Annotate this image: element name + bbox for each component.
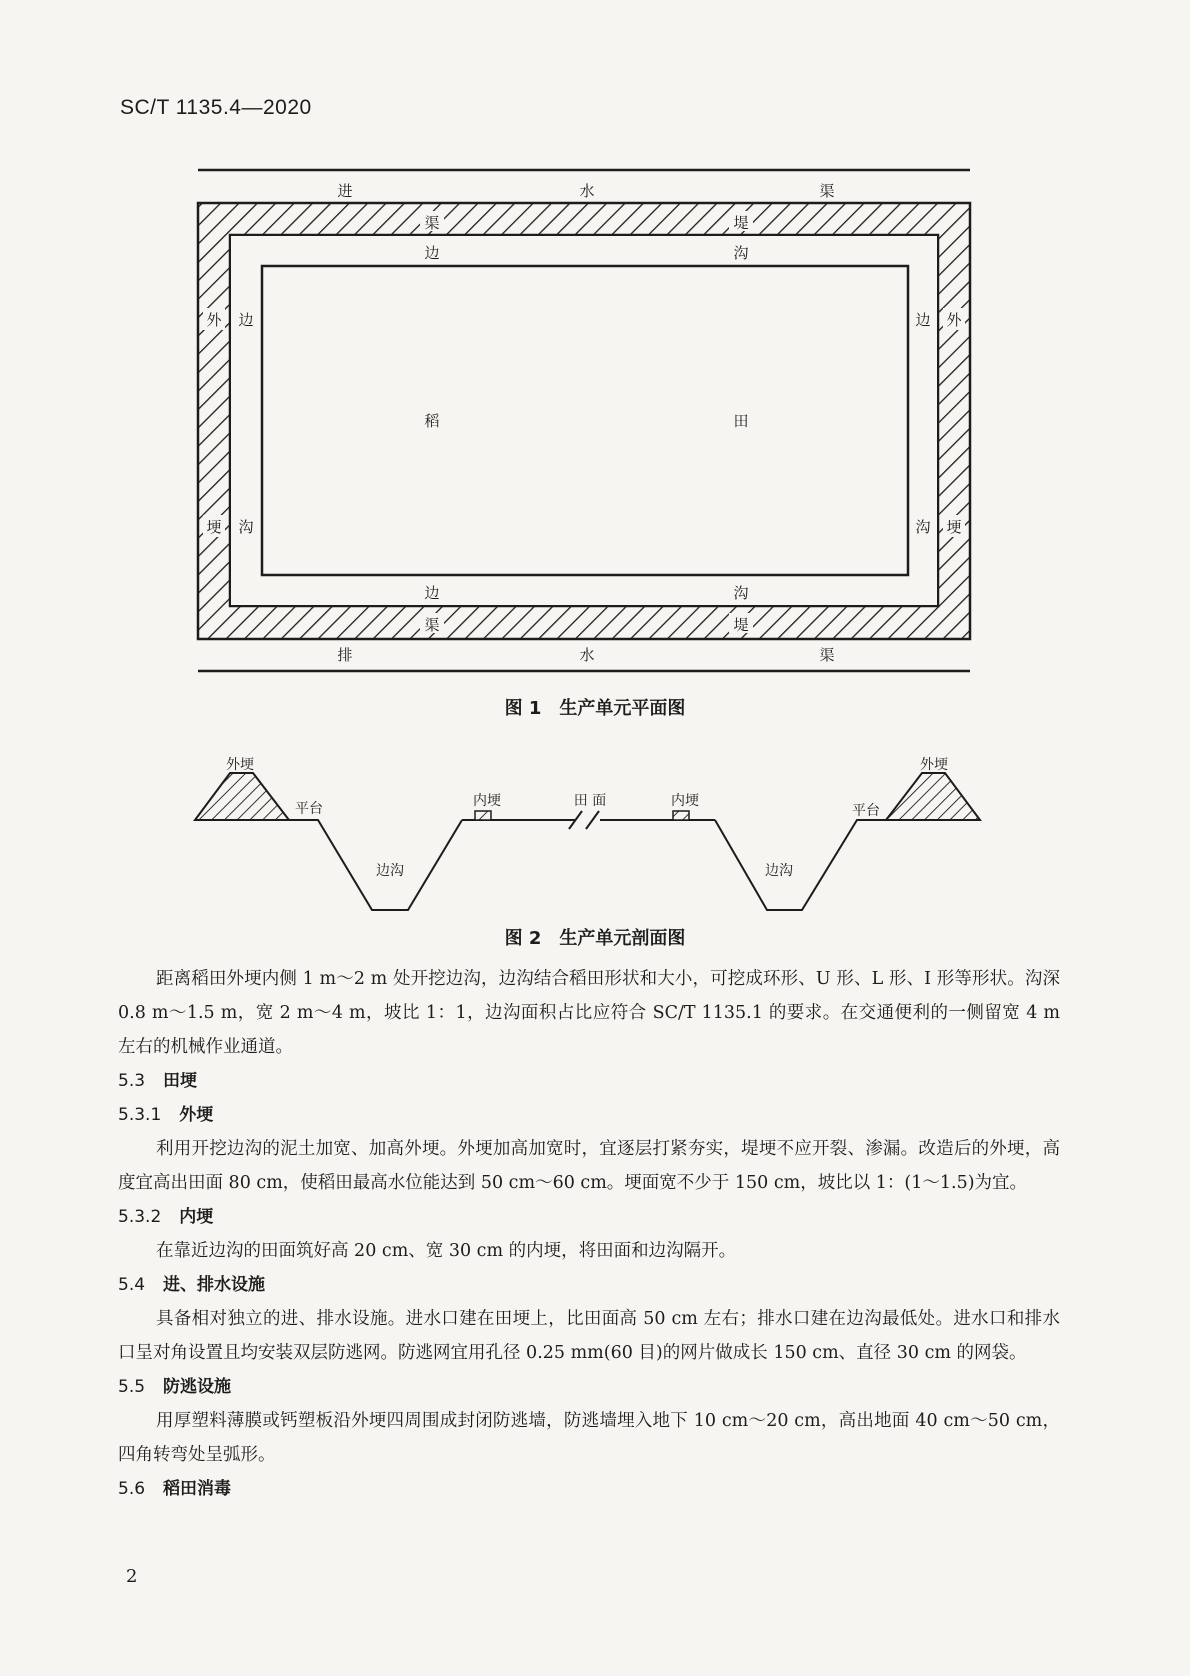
ditch-right-label: 边沟 [765, 863, 793, 879]
top-dike-label: 堤 [733, 214, 749, 232]
section-number: 5.3.2 [118, 1207, 162, 1227]
section-number: 5.5 [118, 1377, 146, 1397]
left-inner-ridge-shape [475, 811, 491, 820]
page-number: 2 [126, 1566, 138, 1587]
paragraph-escape-prevention: 用厚塑料薄膜或钙塑板沿外埂四周围成封闭防逃墙，防逃墙埋入地下 10 cm～20 cm，高出地面 40 cm～50 cm，四角转弯处呈弧形。 [118, 1411, 1060, 1465]
paragraph-water-facilities: 具备相对独立的进、排水设施。进水口建在田埂上，比田面高 50 cm 左右；排水口建在边沟最低处。进水口和排水口呈对角设置且均安装双层防逃网。防逃网宜用孔径 0.25 mm(60 目)的网片做成长 150 cm、直径 30 cm 的网袋。 [118, 1309, 1060, 1363]
section-5-5-heading [118, 1370, 1060, 1404]
figure-2-caption: 图 2 生产单元剖面图 [504, 928, 686, 949]
bottom-dike-label: 堤 [733, 616, 749, 634]
section-number: 5.6 [118, 1479, 146, 1499]
outlet-canal-label: 水 [579, 646, 595, 664]
left-ditch-label: 边 [238, 311, 254, 329]
section-number: 5.3.1 [118, 1105, 162, 1125]
section-title: 防逃设施 [163, 1377, 232, 1397]
inlet-canal-label: 水 [579, 182, 595, 200]
right-ditch-profile [715, 820, 886, 910]
bottom-ditch-label: 边 [424, 584, 440, 602]
outer-dike-right-label: 外埂 [920, 757, 948, 773]
section-title: 田埂 [163, 1071, 198, 1091]
bottom-dike-label: 渠 [424, 616, 440, 634]
section-title: 外埂 [179, 1105, 214, 1125]
figure-1-plan-diagram [0, 0, 1190, 680]
section-5-3-2-heading [118, 1200, 1060, 1234]
inner-ridge-left-label: 内埂 [473, 793, 501, 809]
right-ditch-label: 沟 [915, 518, 931, 536]
right-dike-label: 外 [946, 311, 962, 329]
top-dike-label: 渠 [424, 214, 440, 232]
figure-2-section-diagram [0, 740, 1190, 920]
left-dike-label: 埂 [206, 518, 222, 536]
section-5-6-heading [118, 1472, 1060, 1506]
section-title: 内埂 [179, 1207, 214, 1227]
section-number: 5.4 [118, 1275, 146, 1295]
inlet-canal-label: 进 [337, 182, 353, 200]
top-ditch-label: 沟 [733, 244, 749, 262]
inner-ridge-right-label: 内埂 [671, 793, 699, 809]
paragraph-inner-ridge: 在靠近边沟的田面筑好高 20 cm、宽 30 cm 的内埂，将田面和边沟隔开。 [156, 1241, 737, 1261]
left-outer-dike-shape [195, 773, 289, 820]
right-dike-label: 埂 [946, 518, 962, 536]
rice-field-label: 田 [733, 412, 749, 430]
section-number: 5.3 [118, 1071, 146, 1091]
section-title: 进、排水设施 [163, 1275, 266, 1295]
platform-left-label: 平台 [295, 801, 323, 817]
right-inner-ridge-shape [673, 811, 689, 820]
paragraph-outer-ridge: 利用开挖边沟的泥土加宽、加高外埂。外埂加高加宽时，宜逐层打紧夯实，堤埂不应开裂、渗漏。改造后的外埂，高度宜高出田面 80 cm，使稻田最高水位能达到 50 cm～60 cm。埂面宽不少于 150 cm，坡比以 1：(1～1.5)为宜。 [118, 1139, 1060, 1193]
section-title: 稻田消毒 [163, 1479, 232, 1499]
rice-field-area [262, 266, 908, 575]
inlet-canal-label: 渠 [819, 182, 835, 200]
bottom-ditch-label: 沟 [733, 584, 749, 602]
figure-1-caption: 图 1 生产单元平面图 [504, 698, 686, 719]
outer-dike-left-label: 外埂 [226, 757, 254, 773]
document-code: SC/T 1135.4—2020 [120, 96, 312, 119]
section-5-4-heading [118, 1268, 1060, 1302]
outlet-canal-label: 排 [337, 646, 353, 664]
ditch-left-label: 边沟 [376, 863, 404, 879]
right-ditch-label: 边 [915, 311, 931, 329]
left-dike-label: 外 [206, 311, 222, 329]
rice-field-label: 稻 [424, 412, 440, 430]
top-ditch-label: 边 [424, 244, 440, 262]
outlet-canal-label: 渠 [819, 646, 835, 664]
paragraph-ditch-requirements: 距离稻田外埂内侧 1 m～2 m 处开挖边沟，边沟结合稻田形状和大小，可挖成环形、U 形、L 形、I 形等形状。沟深 0.8 m～1.5 m，宽 2 m～4 m，坡比 1：1，边沟面积占比应符合 SC/T 1135.1 的要求。在交通便利的一侧留宽 4 m 左右的机械作业通道。 [118, 969, 1060, 1057]
section-5-3-1-heading [118, 1098, 1060, 1132]
right-outer-dike-shape [886, 773, 980, 820]
section-5-3-heading [118, 1064, 1060, 1098]
left-ditch-label: 沟 [238, 518, 254, 536]
field-surface-label: 田 面 [573, 793, 607, 809]
body-text [118, 962, 1060, 1506]
platform-right-label: 平台 [852, 803, 880, 819]
